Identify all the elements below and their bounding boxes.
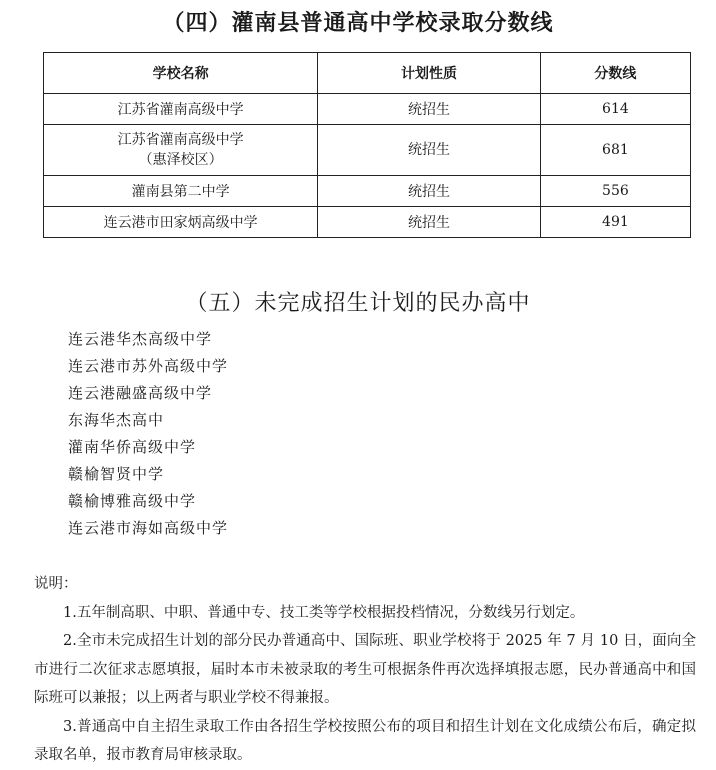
score-cell: 681 — [540, 125, 690, 176]
header-school-name: 学校名称 — [44, 53, 318, 94]
plan-type-cell: 统招生 — [318, 125, 541, 176]
list-item: 灌南华侨高级中学 — [68, 438, 197, 456]
school-name-cell — [44, 207, 318, 238]
list-item: 连云港市苏外高级中学 — [68, 357, 229, 375]
score-cell: 556 — [540, 176, 690, 207]
plan-type-cell: 统招生 — [318, 94, 541, 125]
school-name-cell — [44, 125, 318, 176]
school-name: 江苏省灌南高级中学 — [117, 132, 244, 148]
admission-score-table — [43, 52, 691, 238]
table-header-row — [44, 53, 691, 94]
notes-label: 说明： — [34, 576, 78, 592]
table-row — [44, 207, 691, 238]
table-row — [44, 125, 691, 176]
score-cell: 614 — [540, 94, 690, 125]
score-cell: 491 — [540, 207, 690, 238]
header-plan-type: 计划性质 — [318, 53, 541, 94]
private-school-list — [68, 326, 228, 542]
note-item: 2.全市未完成招生计划的部分民办普通高中、国际班、职业学校将于 2025 年 7 月 10 日，面向全市进行二次征求志愿填报，届时本市未被录取的考生可根据条件再次选择填报志愿，民办普通高中和国际班可以兼报；以上两者与职业学校不得兼报。 — [34, 633, 696, 706]
list-item: 东海华杰高中 — [68, 411, 165, 429]
list-item: 赣榆智贤中学 — [68, 465, 165, 483]
note-item: 1.五年制高职、中职、普通中专、技工类等学校根据投档情况，分数线另行划定。 — [63, 604, 585, 621]
school-name-cell — [44, 176, 318, 207]
school-name: 灌南县第二中学 — [131, 184, 230, 200]
school-campus: （惠泽校区） — [138, 152, 223, 168]
table-row — [44, 94, 691, 125]
plan-type-cell: 统招生 — [318, 176, 541, 207]
school-name: 江苏省灌南高级中学 — [117, 102, 244, 118]
section-4-title: （四）灌南县普通高中学校录取分数线 — [162, 11, 554, 36]
list-item: 赣榆博雅高级中学 — [68, 492, 197, 510]
section-5-title: （五）未完成招生计划的民办高中 — [185, 291, 531, 316]
school-name-cell — [44, 94, 318, 125]
plan-type-cell: 统招生 — [318, 207, 541, 238]
school-name: 连云港市田家炳高级中学 — [103, 215, 258, 231]
header-score-line: 分数线 — [540, 53, 690, 94]
table-row — [44, 176, 691, 207]
note-item: 3.普通高中自主招生录取工作由各招生学校按照公布的项目和招生计划在文化成绩公布后，确定拟录取名单，报市教育局审核录取。 — [34, 718, 696, 763]
list-item: 连云港华杰高级中学 — [68, 330, 213, 348]
list-item: 连云港融盛高级中学 — [68, 384, 213, 402]
notes-section — [34, 570, 696, 770]
list-item: 连云港市海如高级中学 — [68, 519, 229, 537]
